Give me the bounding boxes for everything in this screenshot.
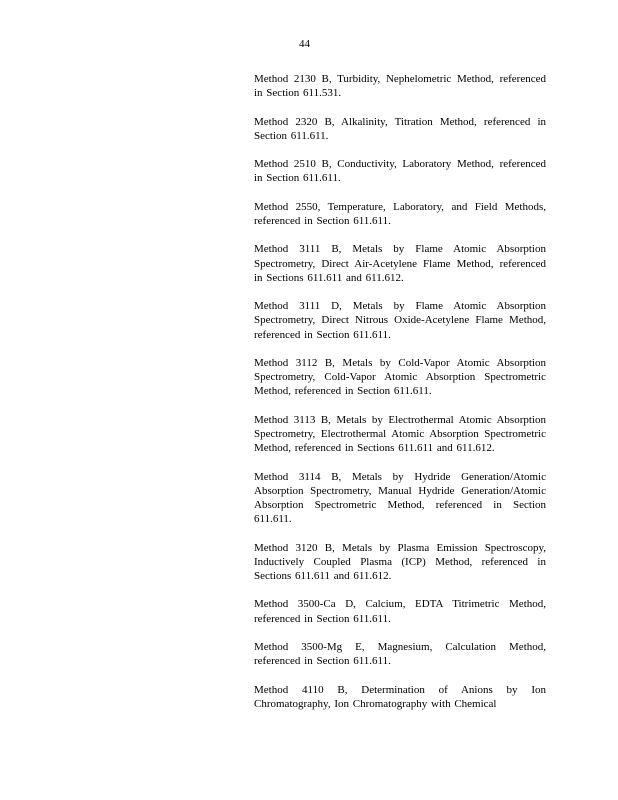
method-entry: Method 3111 B, Metals by Flame Atomic Absorption Spectrometry, Direct Air-Acetylene Flame Method, referenced in Sections 611.611 and 611.612. [254, 243, 546, 284]
method-entry: Method 3113 B, Metals by Electrothermal Atomic Absorption Spectrometry, Electrothermal Atomic Absorption Spectrometric Method, referenced in Sections 611.611 and 611.612. [254, 413, 546, 455]
method-entry: Method 2550, Temperature, Laboratory, and Field Methods, referenced in Section 611.611. [254, 200, 546, 227]
method-entry: Method 3120 B, Metals by Plasma Emission Spectroscopy, Inductively Coupled Plasma (ICP) Method, referenced in Sections 611.611 and 611.612. [254, 541, 546, 582]
method-entry: Method 4110 B, Determination of Anions by Ion Chromatography, Ion Chromatography with Chemical [254, 683, 546, 710]
method-reference-list [254, 72, 546, 725]
method-entry: Method 3111 D, Metals by Flame Atomic Absorption Spectrometry, Direct Nitrous Oxide-Acetylene Flame Method, referenced in Section 611.611. [254, 300, 546, 341]
method-entry: Method 2130 B, Turbidity, Nephelometric Method, referenced in Section 611.531. [254, 73, 546, 100]
method-entry: Method 2320 B, Alkalinity, Titration Method, referenced in Section 611.611. [254, 115, 546, 142]
page-number: 44 [299, 38, 310, 50]
method-entry: Method 2510 B, Conductivity, Laboratory Method, referenced in Section 611.611. [254, 158, 546, 185]
method-entry: Method 3112 B, Metals by Cold-Vapor Atomic Absorption Spectrometry, Cold-Vapor Atomic Absorption Spectrometric Method, referenced in Section 611.611. [254, 356, 546, 398]
method-entry: Method 3114 B, Metals by Hydride Generation/Atomic Absorption Spectrometry, Manual Hydride Generation/Atomic Absorption Spectrometric Method, referenced in Section 611.611. [254, 470, 546, 526]
method-entry: Method 3500-Mg E, Magnesium, Calculation Method, referenced in Section 611.611. [254, 640, 546, 668]
method-entry: Method 3500-Ca D, Calcium, EDTA Titrimetric Method, referenced in Section 611.611. [254, 598, 546, 625]
